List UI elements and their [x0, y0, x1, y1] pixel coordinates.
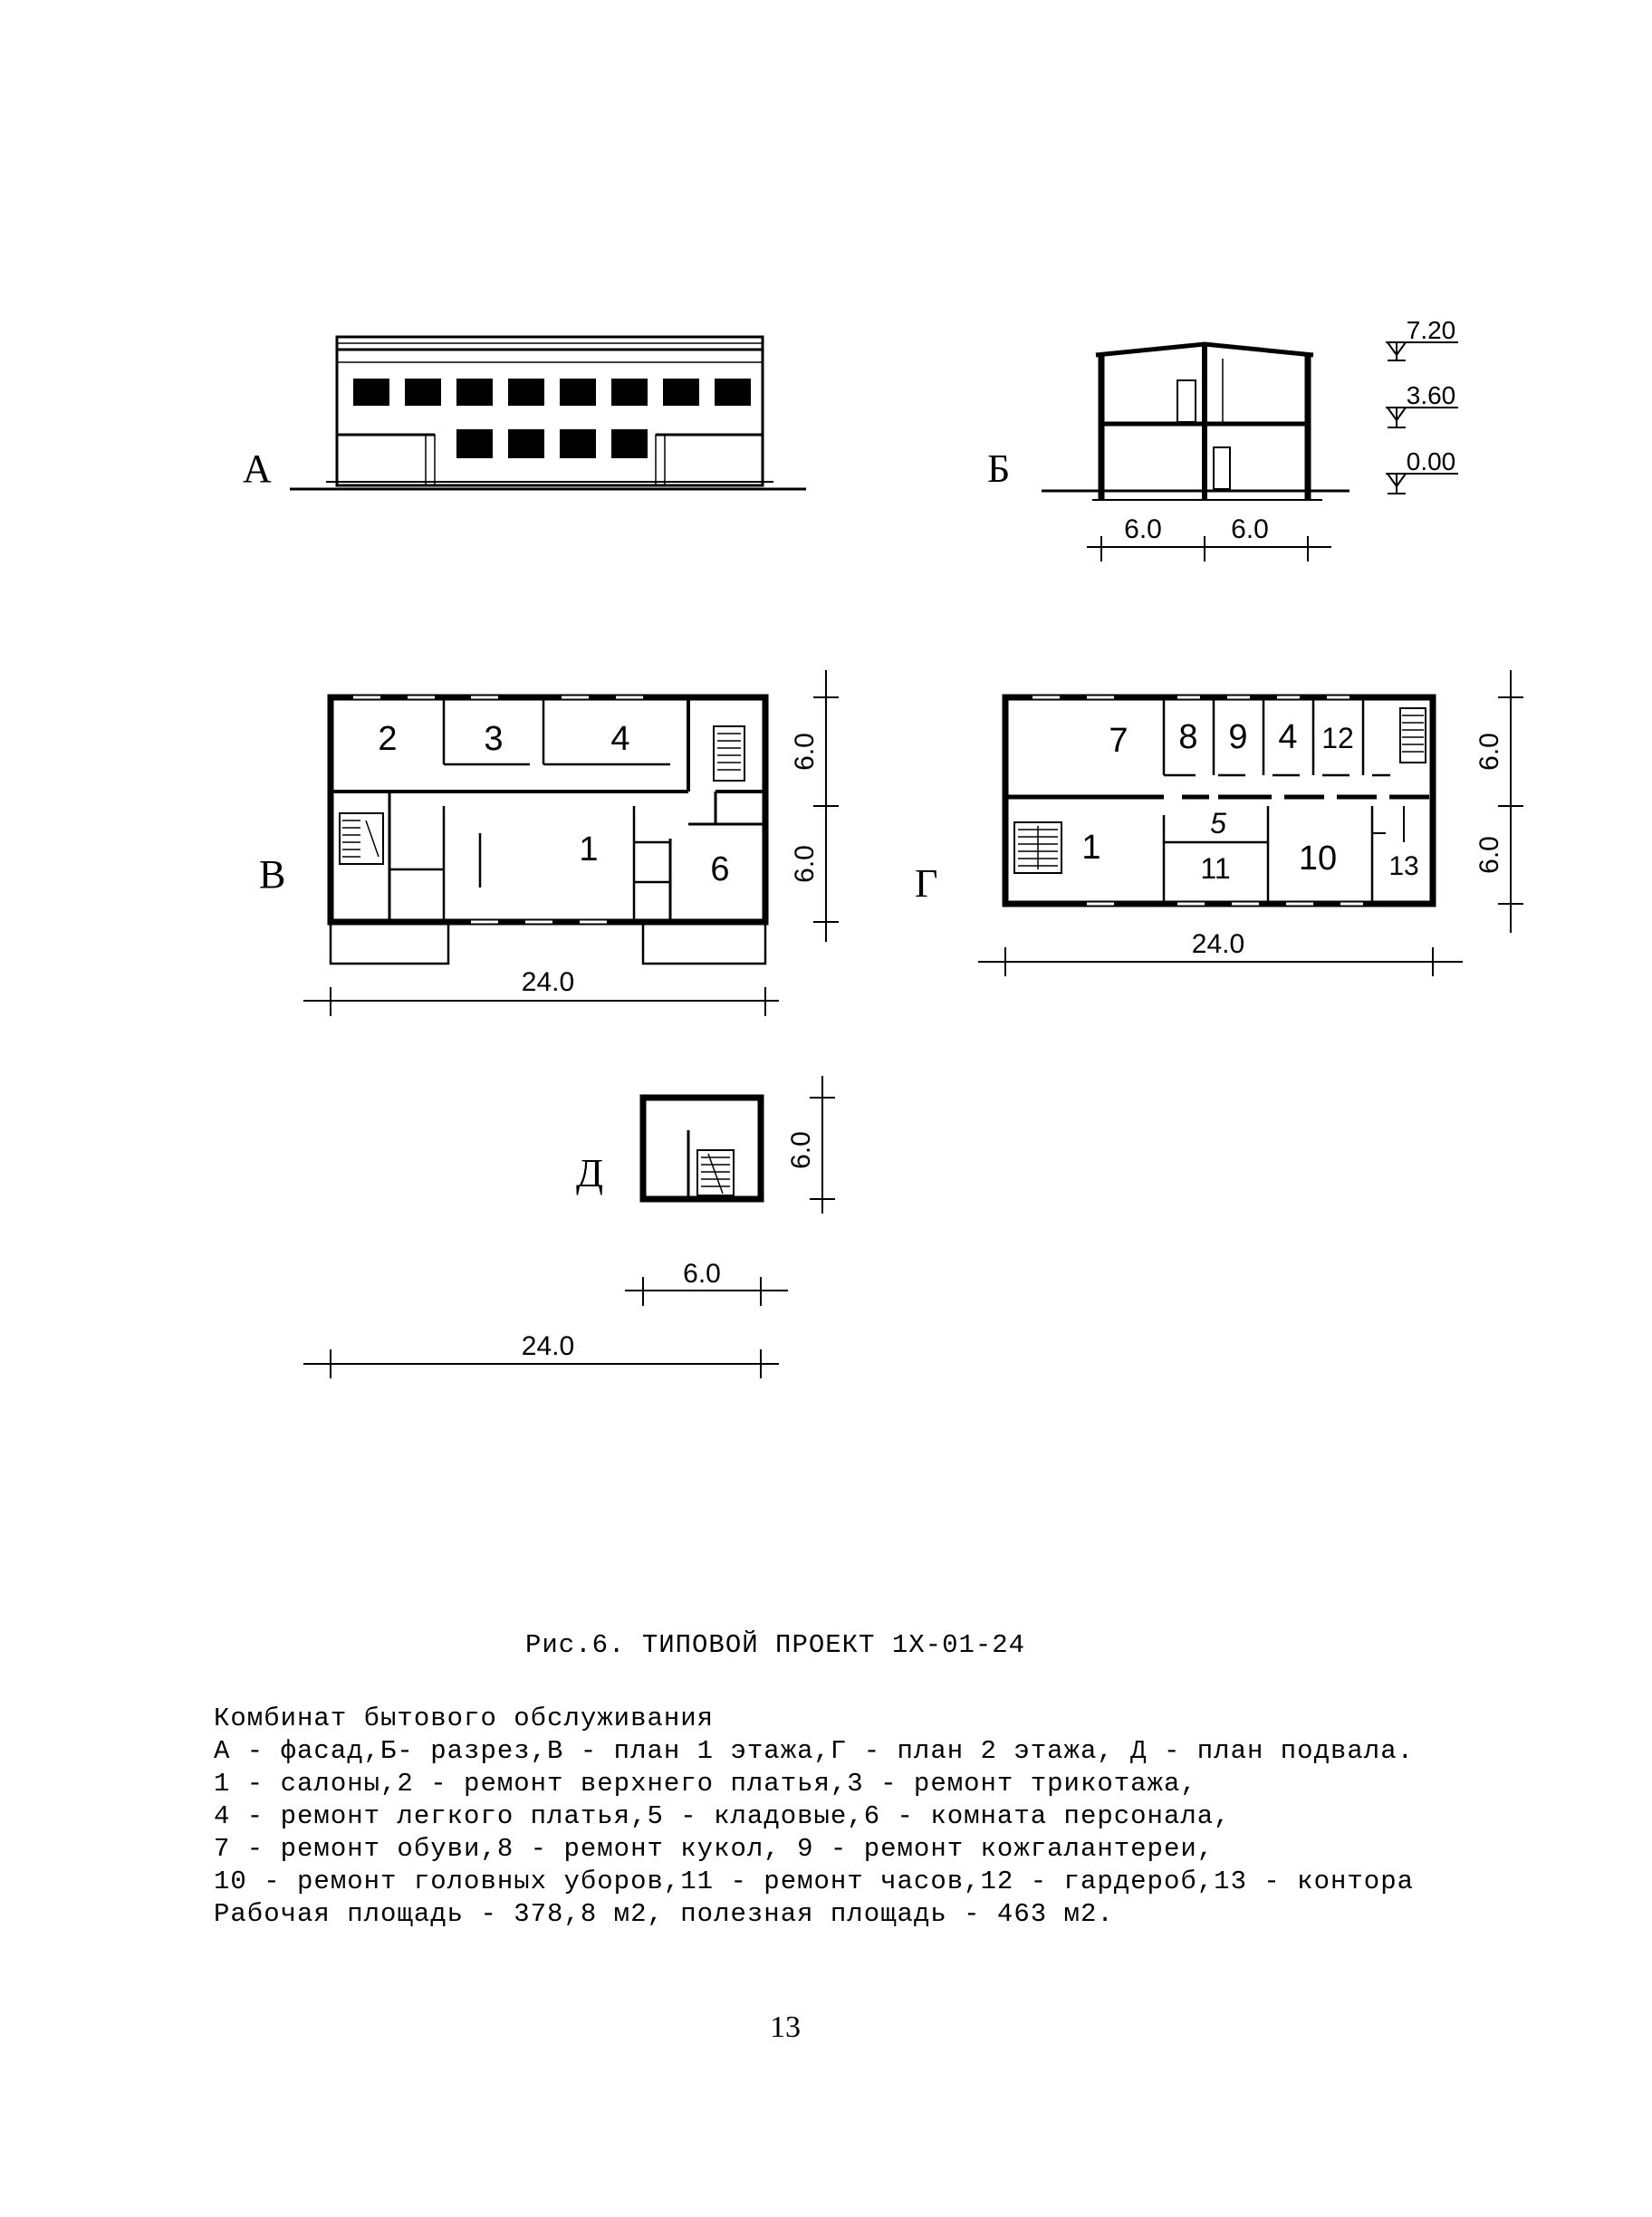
plan2-drawing — [960, 661, 1540, 1005]
label-section: Б — [987, 446, 1011, 491]
page-number: 13 — [770, 2011, 801, 2044]
plan2-room-5: 5 — [1210, 807, 1226, 840]
plan2-room-11: 11 — [1200, 852, 1231, 885]
facade-drawing — [290, 326, 806, 507]
legend-line: 1 - салоны,2 - ремонт верхнего платья,3 - ремонт трикотажа, — [214, 1769, 1197, 1799]
legend-line: Рабочая площадь - 378,8 м2, полезная площадь - 463 м2. — [214, 1899, 1114, 1929]
plan1-room-3: 3 — [484, 720, 504, 758]
level-top: 7.20 — [1406, 316, 1456, 344]
level-mid: 3.60 — [1406, 381, 1456, 409]
legend-line: А - фасад,Б- разрез,В - план 1 этажа,Г - план 2 этажа, Д - план подвала. — [214, 1736, 1415, 1766]
section-drawing — [1042, 299, 1494, 571]
plan1-dim-depth-top: 6.0 — [790, 733, 820, 771]
plan1-room-6: 6 — [710, 850, 730, 888]
label-facade: А — [243, 446, 272, 491]
plan1-room-1: 1 — [579, 830, 599, 869]
label-plan1: В — [259, 852, 286, 897]
basement-drawing — [290, 1069, 851, 1395]
legend — [214, 1703, 1414, 1931]
basement-dim-length: 24.0 — [521, 1331, 575, 1361]
plan2-dim-length: 24.0 — [1191, 929, 1245, 959]
plan2-room-7: 7 — [1109, 722, 1129, 760]
plan2-dim-depth-bottom: 6.0 — [1474, 836, 1504, 874]
basement-dim-width: 6.0 — [683, 1259, 721, 1289]
label-plan2: Г — [915, 861, 938, 906]
legend-line: 10 - ремонт головных уборов,11 - ремонт часов,12 - гардероб,13 - контора — [214, 1867, 1415, 1896]
legend-line: Комбинат бытового обслуживания — [214, 1704, 715, 1733]
plan1-room-4: 4 — [610, 720, 630, 758]
plan2-room-13: 13 — [1388, 851, 1419, 881]
section-span-right: 6.0 — [1231, 514, 1269, 544]
plan2-room-1: 1 — [1081, 829, 1101, 867]
plan2-dim-depth-top: 6.0 — [1474, 733, 1504, 771]
figure-title: Рис.6. ТИПОВОЙ ПРОЕКТ 1Х-01-24 — [525, 1630, 1026, 1660]
plan2-room-4: 4 — [1278, 718, 1298, 756]
plan1-dim-depth-bottom: 6.0 — [790, 845, 820, 883]
plan2-room-8: 8 — [1178, 718, 1198, 756]
level-zero: 0.00 — [1406, 447, 1456, 475]
label-basement: Д — [576, 1151, 604, 1195]
plan2-room-9: 9 — [1228, 718, 1248, 756]
plan2-room-12: 12 — [1321, 722, 1354, 754]
basement-dim-depth: 6.0 — [786, 1131, 816, 1169]
plan2-room-10: 10 — [1298, 840, 1338, 878]
plan1-drawing — [290, 661, 869, 1041]
plan1-room-2: 2 — [378, 720, 398, 758]
plan1-dim-length: 24.0 — [521, 967, 575, 997]
section-span-left: 6.0 — [1124, 514, 1162, 544]
legend-line: 7 - ремонт обуви,8 - ремонт кукол, 9 - ремонт кожгалантереи, — [214, 1834, 1215, 1864]
legend-line: 4 - ремонт легкого платья,5 - кладовые,6 - комната персонала, — [214, 1801, 1231, 1831]
